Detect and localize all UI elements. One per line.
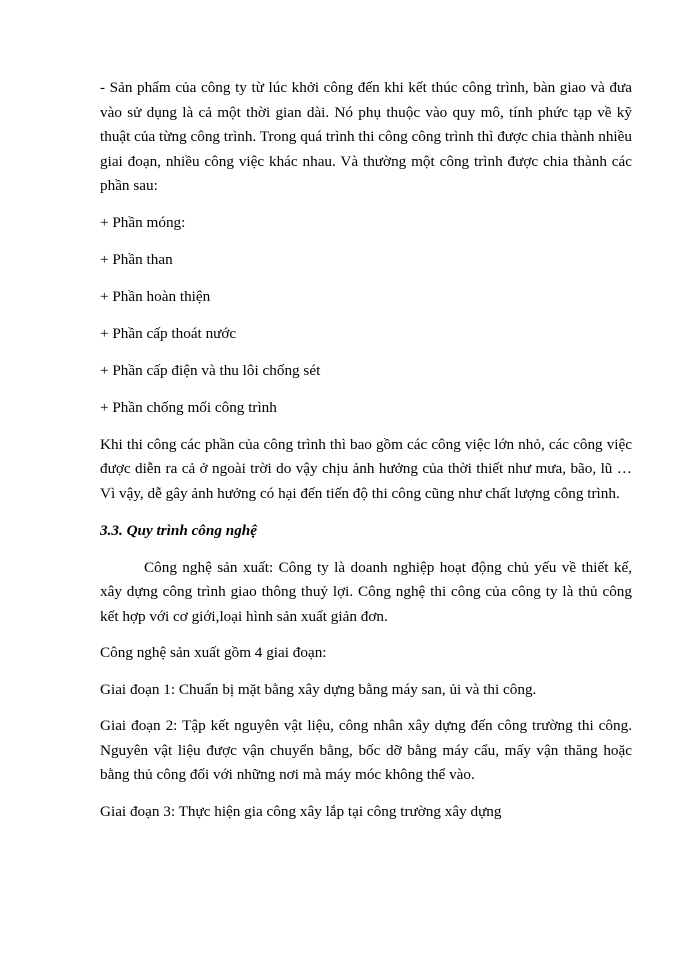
part-item-body: + Phần than (100, 251, 173, 268)
document-page (100, 76, 632, 824)
stage-1: Giai đoạn 1: Chuẩn bị mặt bằng xây dựng bằng máy san, ủi và thi công. (100, 680, 537, 698)
stage-2: Giai đoạn 2: Tập kết nguyên vật liệu, công nhân xây dựng đến công trường thi công. Nguyên vật liệu được vận chuyển bằng, bốc dỡ bằng máy cẩu, mấy vận thăng hoặc bằng thủ công đối với những nơi mà máy móc không thể vào. (100, 717, 632, 783)
stages-intro: Công nghệ sản xuất gồm 4 giai đoạn: (100, 644, 327, 661)
part-item-foundation: + Phần móng: (100, 214, 186, 231)
part-item-water: + Phần cấp thoát nước (100, 325, 237, 342)
technology-paragraph: Công nghệ sản xuất: Công ty là doanh nghiệp hoạt động chủ yếu về thiết kế, xây dựng công trình giao thông thuỷ lợi. Công nghệ thi công của công ty là thủ công kết hợp với cơ giới,loại hình sản xuất giản đơn. (100, 558, 632, 625)
stage-3: Giai đoạn 3: Thực hiện gia công xây lắp tại công trường xây dựng (100, 802, 502, 820)
part-item-termite: + Phần chống mối công trình (100, 399, 277, 416)
part-item-finishing: + Phần hoàn thiện (100, 288, 211, 305)
part-item-electric: + Phần cấp điện và thu lôi chống sét (100, 362, 321, 379)
intro-paragraph: - Sản phẩm của công ty từ lúc khởi công đến khi kết thúc công trình, bàn giao và đưa vào sử dụng là cả một thời gian dài. Nó phụ thuộc vào quy mô, tính phức tạp về kỹ thuật của từng công trình. Trong quá trình thi công công trình thì được chia thành nhiều giai đoạn, nhiều công việc khác nhau. Và thường một công trình được chia thành các phần sau: (100, 79, 632, 194)
section-heading: 3.3. Quy trình công nghệ (100, 522, 257, 539)
weather-paragraph: Khi thi công các phần của công trình thì bao gồm các công việc lớn nhỏ, các công việc được diễn ra cả ở ngoài trời do vậy chịu ảnh hưởng của thời thiết như mưa, bão, lũ … Vì vậy, dễ gây ảnh hưởng có hại đến tiến độ thi công cũng như chất lượng công trình. (100, 435, 632, 502)
